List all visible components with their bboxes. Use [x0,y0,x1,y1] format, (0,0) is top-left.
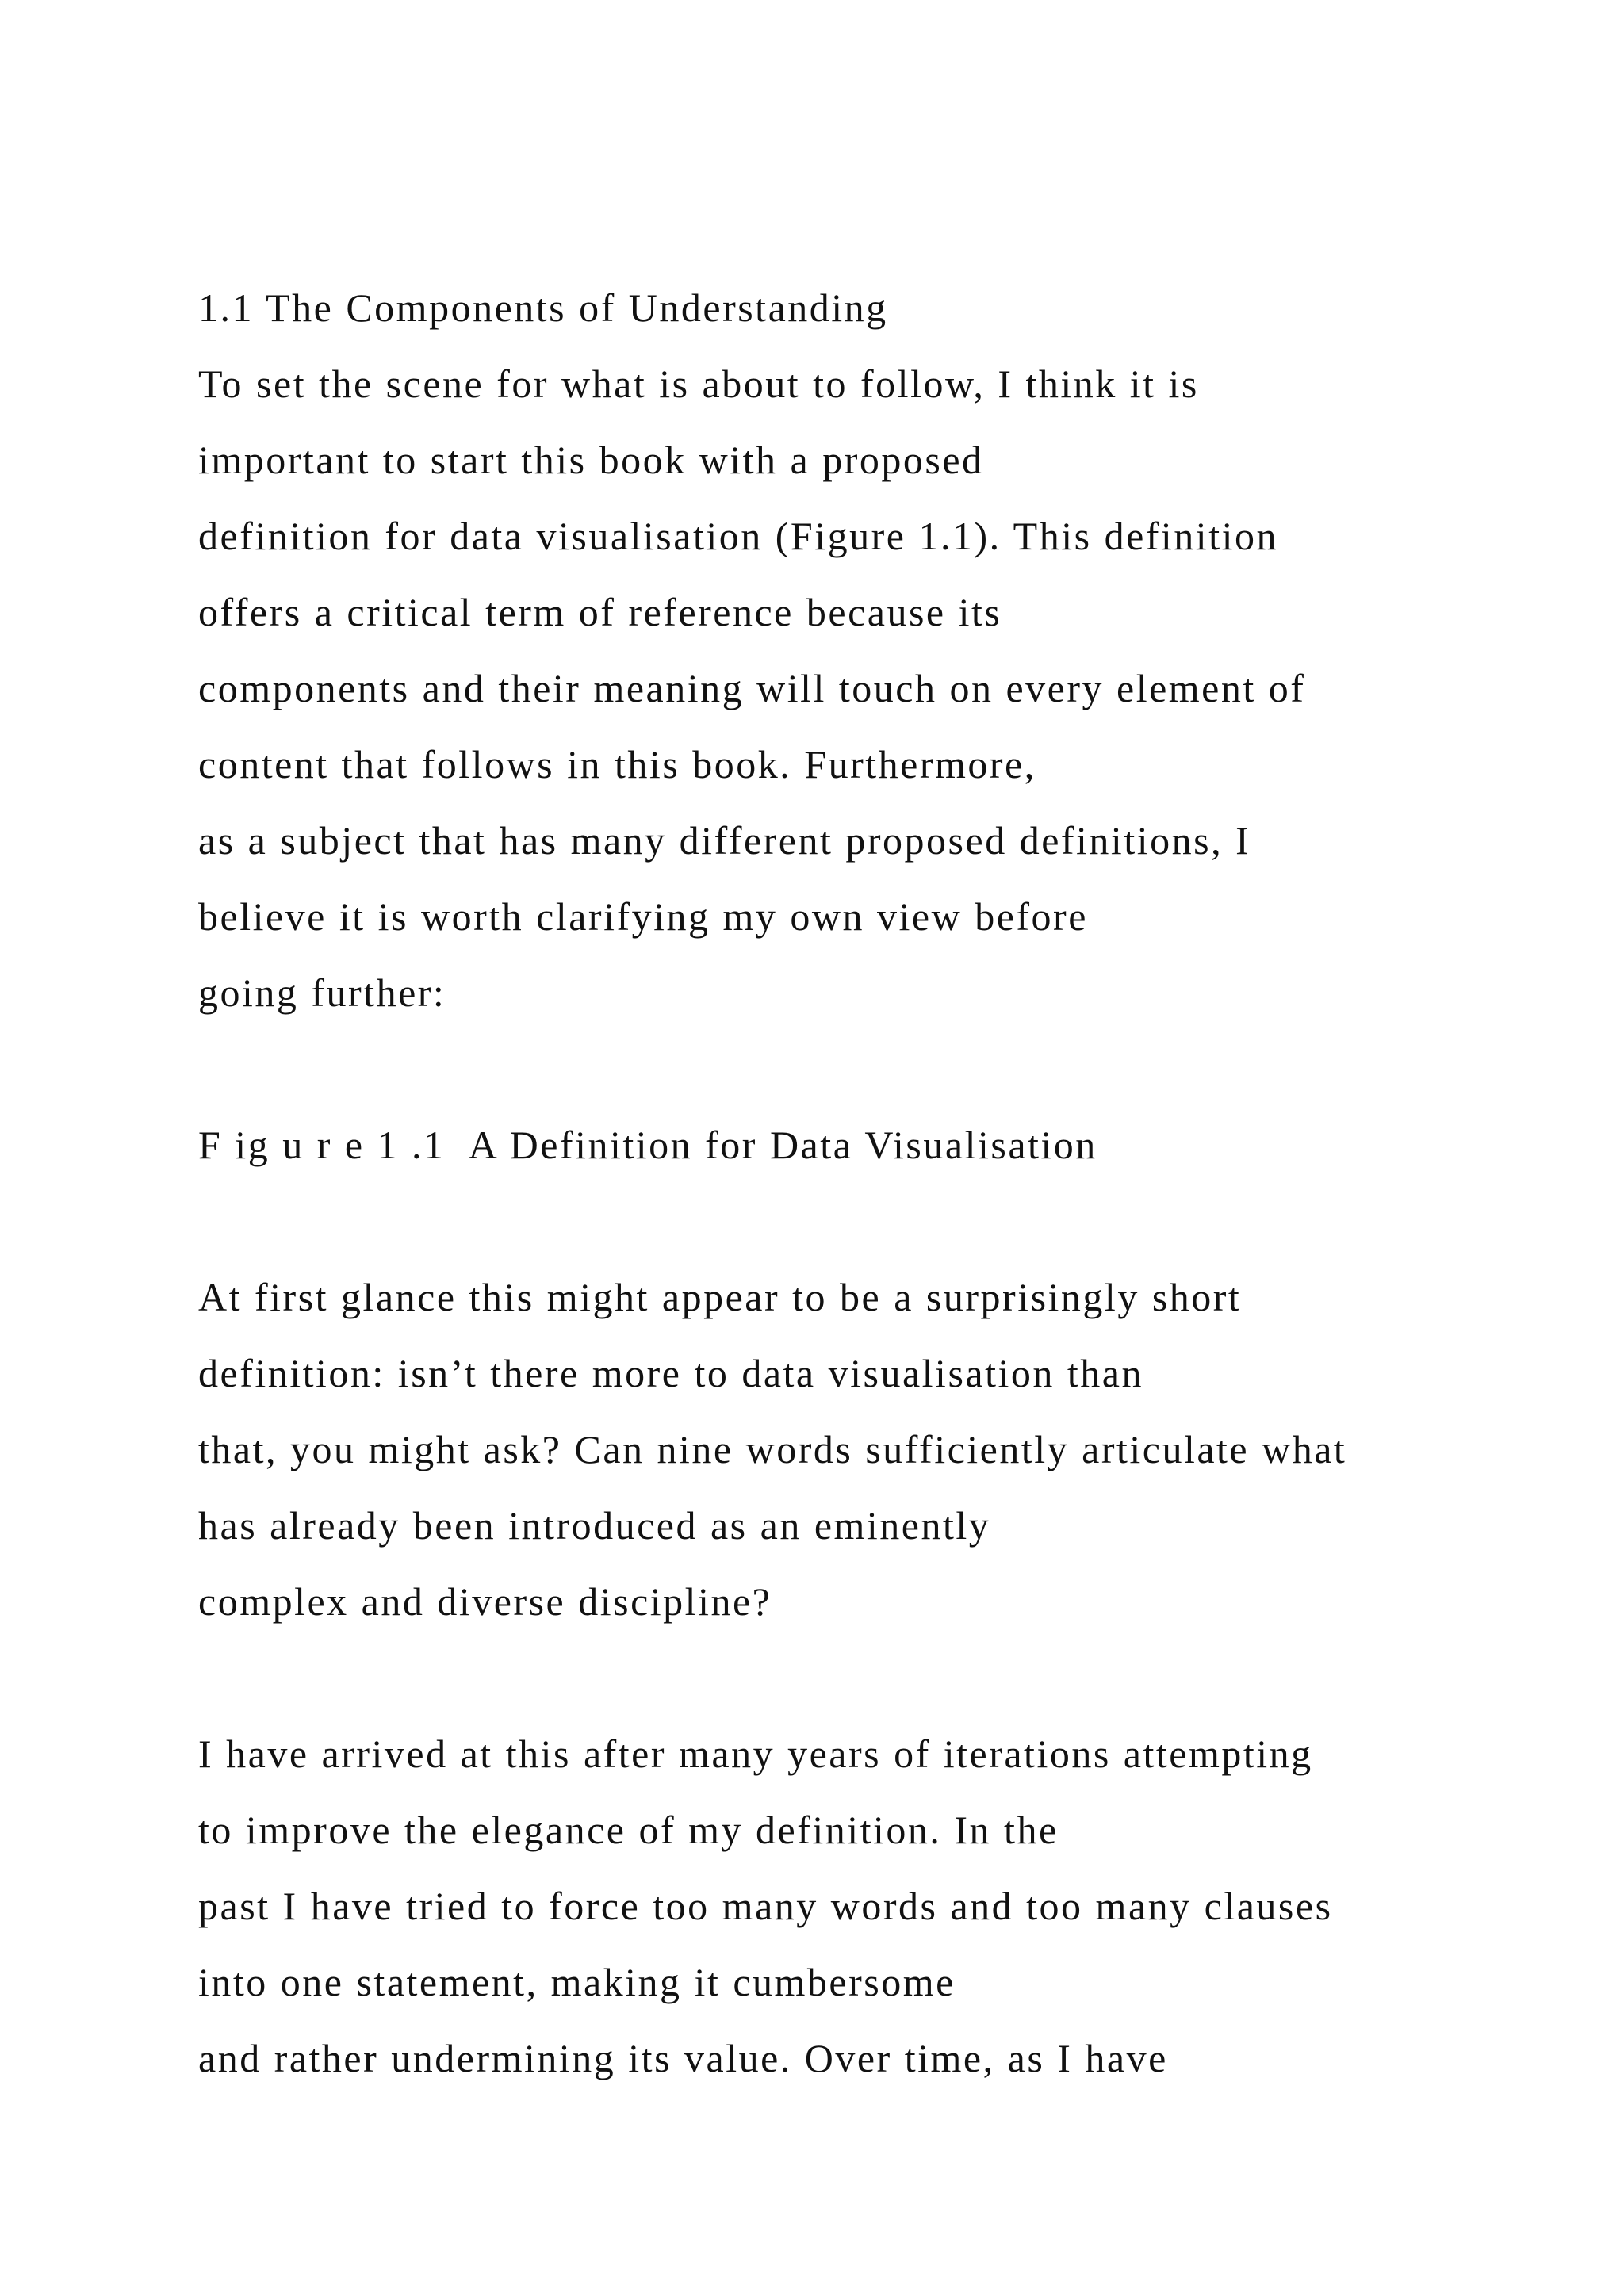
paragraph-line: believe it is worth clarifying my own view before [198,894,1088,939]
paragraph-line: definition: isn’t there more to data visualisation than [198,1351,1143,1395]
paragraph-line: To set the scene for what is about to follow, I think it is [198,362,1199,406]
paragraph-line: past I have tried to force too many words and too many clauses [198,1884,1333,1928]
paragraph-line: to improve the elegance of my definition. In the [198,1808,1059,1852]
paragraph-line: components and their meaning will touch on every element of [198,666,1306,710]
paragraph-line: and rather undermining its value. Over time, as I have [198,2036,1168,2080]
paragraph-line: going further: [198,970,446,1015]
paragraph-gap [198,1183,1578,1259]
paragraph-line: into one statement, making it cumbersome [198,1960,956,2004]
paragraph-line: complex and diverse discipline? [198,1579,772,1624]
paragraph-line: definition for data visualisation (Figure 1.1). This definition [198,514,1278,558]
figure-caption: F ig u r e 1 .1 A Definition for Data Visualisation [198,1123,1097,1167]
paragraph-line: has already been introduced as an eminently [198,1503,991,1548]
paragraph-gap [198,1640,1578,1716]
paragraph-line: as a subject that has many different proposed definitions, I [198,818,1251,863]
section-heading: 1.1 The Components of Understanding [198,285,888,330]
paragraph-line: content that follows in this book. Furthermore, [198,742,1036,786]
paragraph-gap [198,1031,1578,1107]
paragraph-line: offers a critical term of reference because its [198,590,1002,634]
paragraph-line: I have arrived at this after many years of iterations attempting [198,1732,1313,1776]
paragraph-line: that, you might ask? Can nine words sufficiently articulate what [198,1427,1347,1471]
document-body [198,270,1578,2096]
paragraph-line: important to start this book with a proposed [198,438,984,482]
paragraph-line: At first glance this might appear to be a surprisingly short [198,1275,1242,1319]
